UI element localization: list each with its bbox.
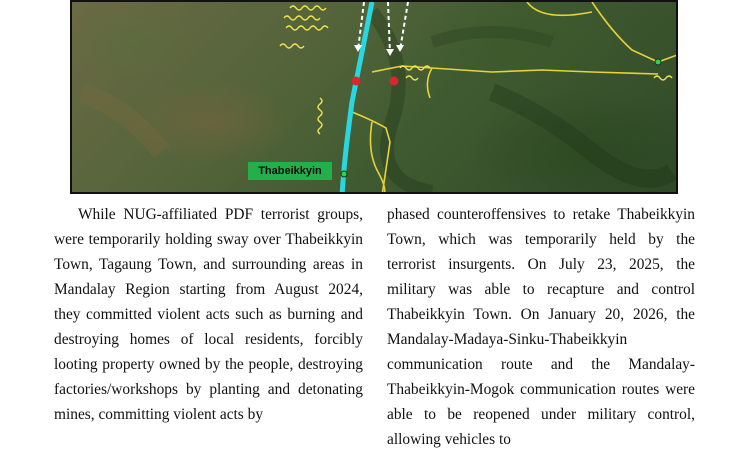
vertical-place-label (318, 98, 322, 134)
place-labels-burmese (280, 6, 672, 80)
article-left-column: While NUG-affiliated PDF terrorist groups, were temporarily holding sway over Thabeikkyin Town, Tagaung Town, and surrounding areas in Mandalay Region starting from August 2024, they committed violent acts such as burning and destroying homes of local residents, forcibly looting property owned by the people, destroying factories/workshops by planting and detonating mines, committing violent acts by (54, 206, 363, 423)
river-line (342, 2, 372, 194)
terrain-texture (82, 12, 672, 192)
combat-markers (352, 77, 399, 86)
article-right-column: phased counteroffensives to retake Thabeikkyin Town, which was temporarily held by the terrorist insurgents. On July 23, 2025, the military was able to recapture and control Thabeikkyin Town. On January 20, 2026, the Mandalay-Madaya-Sinku-Thabeikkyin communication route and the Mandalay-Thabeikkyin-Mogok communication routes were able to be reopened under military control, allowing vehicles to (387, 206, 695, 448)
map-overlay (72, 2, 678, 194)
town-label-thabeikkyin: Thabeikkyin (248, 162, 332, 180)
map-figure (70, 0, 678, 194)
